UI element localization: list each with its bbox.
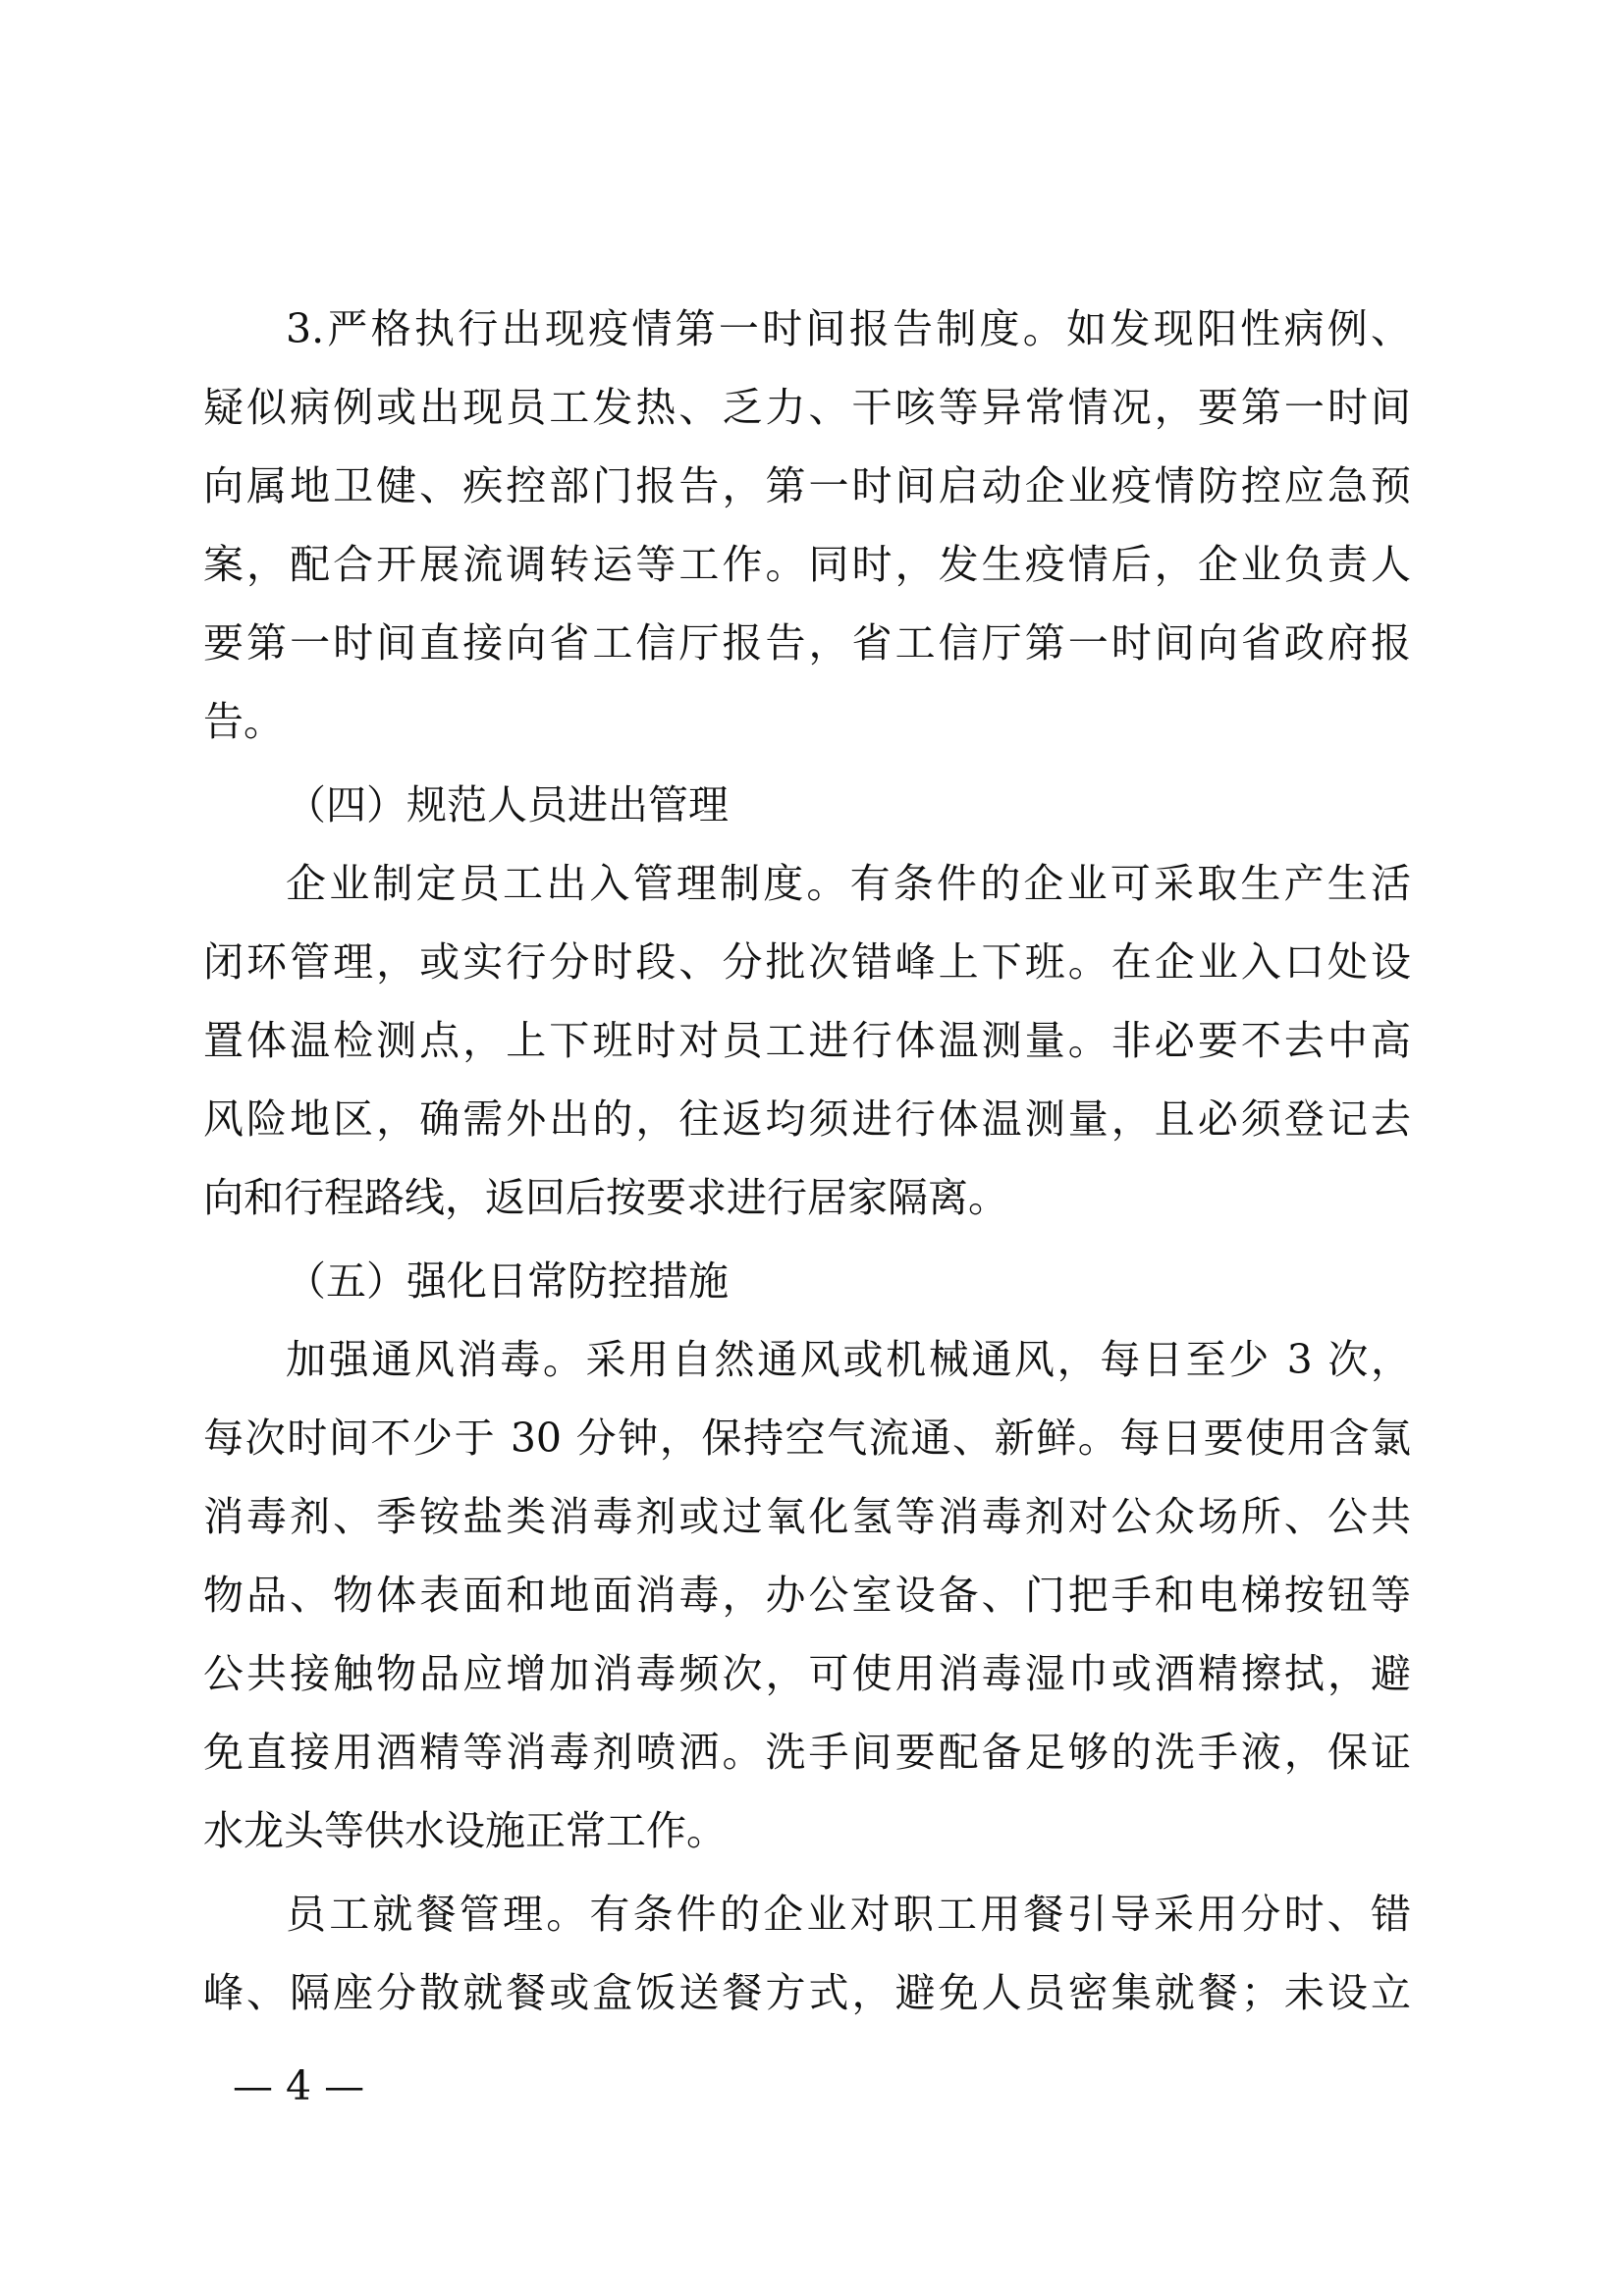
paragraph-line: 员工就餐管理。有条件的企业对职工用餐引导采用分时、错 <box>286 1891 1411 1938</box>
paragraph-line: 风险地区，确需外出的，往返均须进行体温测量，且必须登记去 <box>203 1095 1411 1143</box>
section-heading: （四）规范人员进出管理 <box>286 781 729 828</box>
paragraph-line: 水龙头等供水设施正常工作。 <box>203 1807 727 1854</box>
paragraph-line: 向和行程路线，返回后按要求进行居家隔离。 <box>203 1174 1008 1221</box>
paragraph-line: 峰、隔座分散就餐或盒饭送餐方式，避免人员密集就餐；未设立 <box>203 1969 1411 2016</box>
paragraph-line: 企业制定员工出入管理制度。有条件的企业可采取生产生活 <box>286 860 1411 907</box>
paragraph-line: 案，配合开展流调转运等工作。同时，发生疫情后，企业负责人 <box>203 541 1411 588</box>
paragraph-line: 疑似病例或出现员工发热、乏力、干咳等异常情况，要第一时间 <box>203 384 1411 431</box>
paragraph-line: 要第一时间直接向省工信厅报告，省工信厅第一时间向省政府报 <box>203 619 1411 667</box>
paragraph-line: 免直接用酒精等消毒剂喷洒。洗手间要配备足够的洗手液，保证 <box>203 1729 1411 1776</box>
paragraph-line: 物品、物体表面和地面消毒，办公室设备、门把手和电梯按钮等 <box>203 1572 1411 1619</box>
page-number: — 4 — <box>233 2062 365 2109</box>
paragraph-line: 公共接触物品应增加消毒频次，可使用消毒湿巾或酒精擦拭，避 <box>203 1650 1411 1697</box>
section-heading: （五）强化日常防控措施 <box>286 1257 729 1305</box>
paragraph-line: 每次时间不少于 30 分钟，保持空气流通、新鲜。每日要使用含氯 <box>203 1415 1411 1462</box>
paragraph-line: 加强通风消毒。采用自然通风或机械通风，每日至少 3 次， <box>286 1336 1411 1383</box>
paragraph-line: 3.严格执行出现疫情第一时间报告制度。如发现阳性病例、 <box>286 305 1411 352</box>
paragraph-line: 闭环管理，或实行分时段、分批次错峰上下班。在企业入口处设 <box>203 938 1411 986</box>
paragraph-line: 向属地卫健、疾控部门报告，第一时间启动企业疫情防控应急预 <box>203 462 1411 509</box>
paragraph-line: 置体温检测点，上下班时对员工进行体温测量。非必要不去中高 <box>203 1017 1411 1064</box>
paragraph-line: 消毒剂、季铵盐类消毒剂或过氧化氢等消毒剂对公众场所、公共 <box>203 1493 1411 1540</box>
paragraph-line: 告。 <box>203 698 284 745</box>
